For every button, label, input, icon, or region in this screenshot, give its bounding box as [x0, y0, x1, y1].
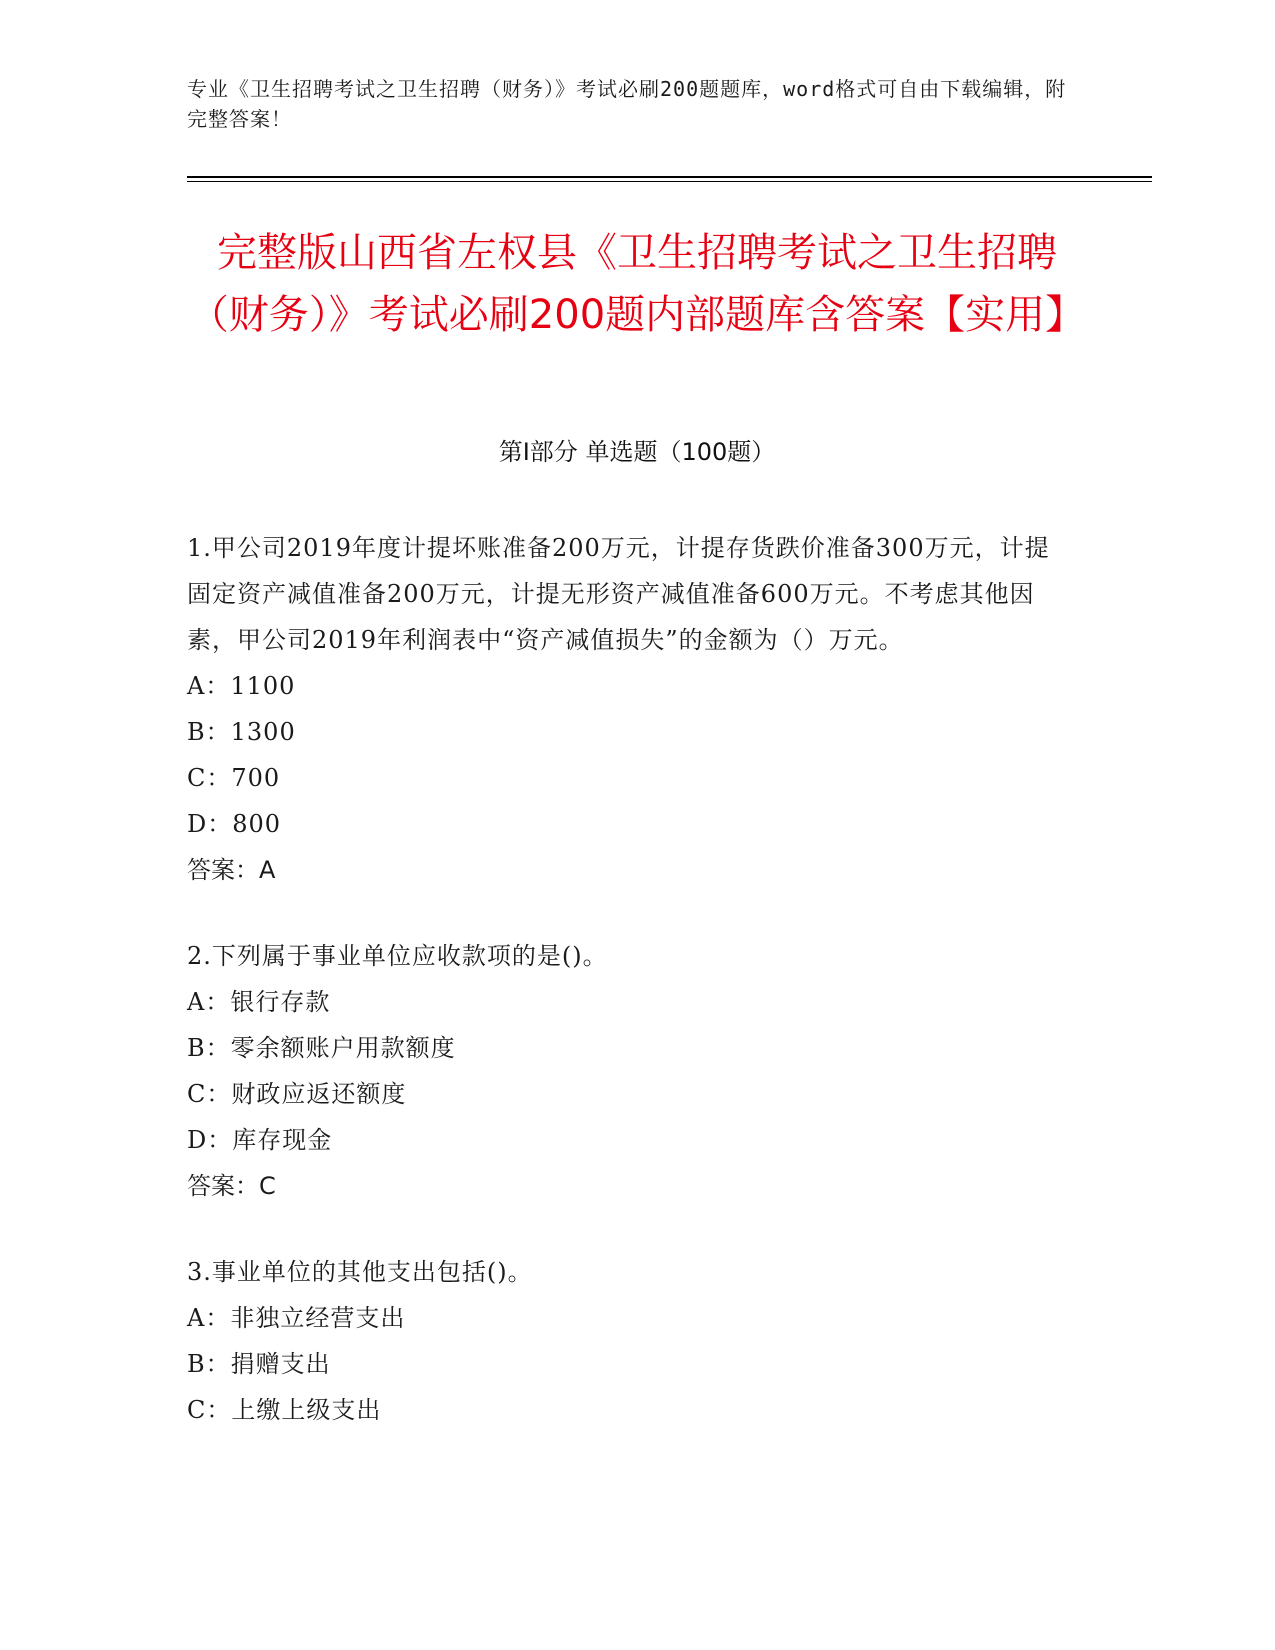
header-rule-thick — [187, 176, 1152, 178]
option-c: C：上缴上级支出 — [187, 1396, 382, 1424]
answer: 答案：A — [187, 856, 276, 884]
question-list — [187, 525, 1067, 1473]
option-b: B：零余额账户用款额度 — [187, 1034, 456, 1062]
option-c: C：700 — [187, 764, 281, 792]
option-d: D：库存现金 — [187, 1126, 333, 1154]
header-note: 专业《卫生招聘考试之卫生招聘（财务）》考试必刷200题题库，word格式可自由下载编辑，附完整答案！ — [187, 77, 1067, 131]
option-a: A：非独立经营支出 — [187, 1304, 406, 1332]
question-2 — [187, 933, 1067, 1209]
header-rule-thin — [187, 181, 1152, 182]
option-d: D：800 — [187, 810, 282, 838]
document-title: 完整版山西省左权县《卫生招聘考试之卫生招聘（财务）》考试必刷200题内部题库含答案【实用】 — [188, 230, 1086, 338]
question-1 — [187, 525, 1067, 893]
option-b: B：1300 — [187, 718, 296, 746]
question-stem: 1.甲公司2019年度计提坏账准备200万元，计提存货跌价准备300万元，计提固定资产减值准备200万元，计提无形资产减值准备600万元。不考虑其他因素，甲公司2019年利润表中“资产减值损失”的金额为（）万元。 — [187, 534, 1050, 654]
option-b: B：捐赠支出 — [187, 1350, 331, 1378]
answer: 答案：C — [187, 1172, 276, 1200]
section-title: 第Ⅰ部分 单选题（100题） — [498, 438, 776, 466]
question-stem: 2.下列属于事业单位应收款项的是()。 — [187, 942, 608, 970]
option-a: A：银行存款 — [187, 988, 331, 1016]
question-3 — [187, 1249, 1067, 1433]
option-c: C：财政应返还额度 — [187, 1080, 407, 1108]
option-a: A：1100 — [187, 672, 296, 700]
question-stem: 3.事业单位的其他支出包括()。 — [187, 1258, 533, 1286]
